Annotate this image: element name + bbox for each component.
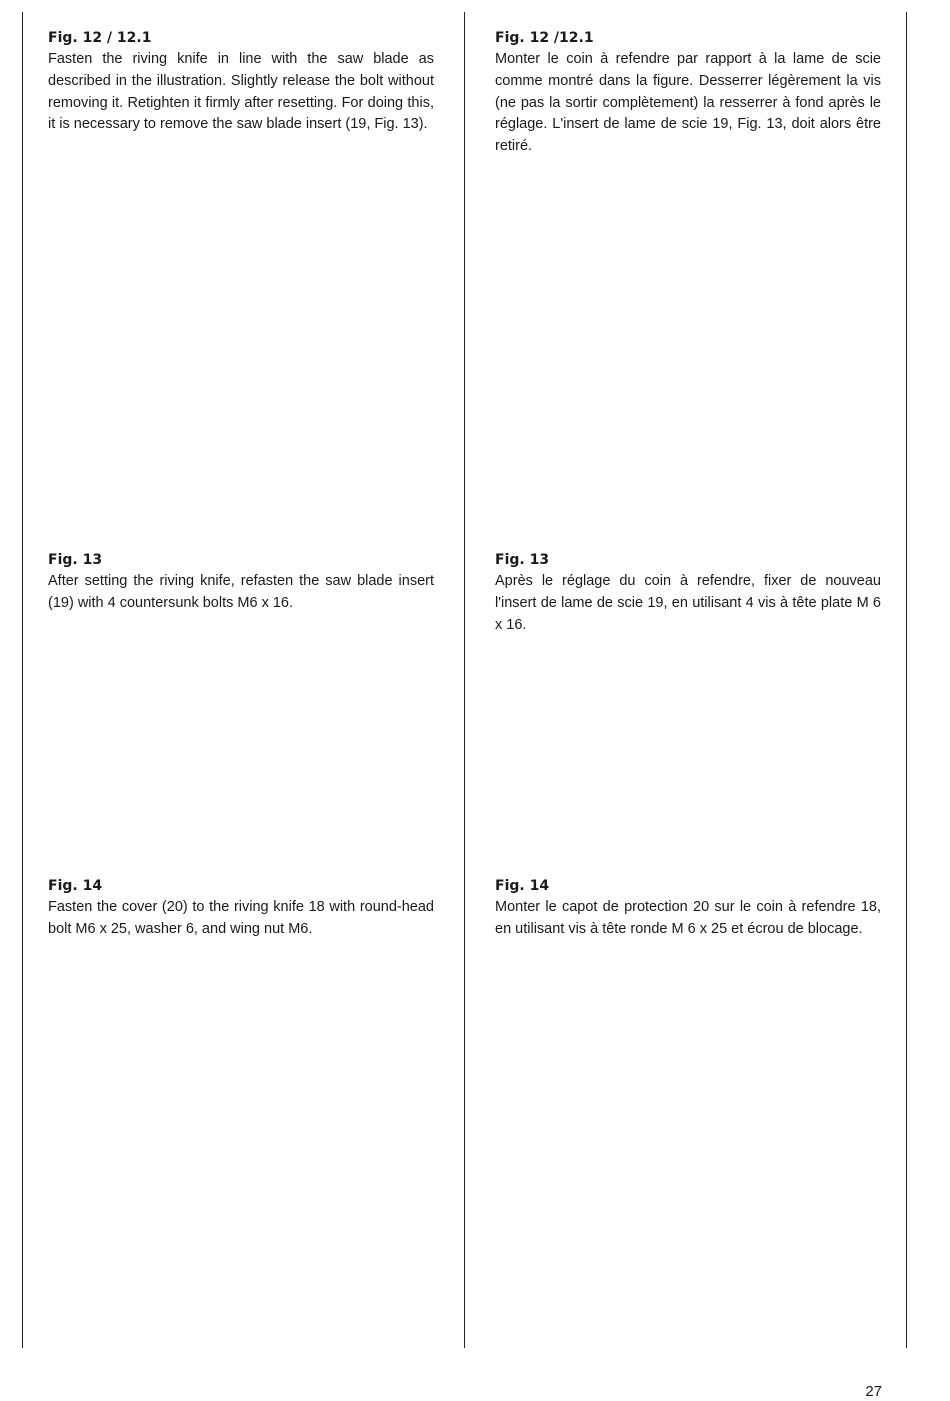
column-divider-rule (464, 12, 465, 1348)
left-border-rule (22, 12, 23, 1348)
fr-text-fig-13: Après le réglage du coin à refendre, fixer de nouveau l'insert de lame de scie 19, en utilisant 4 vis à tête plate M 6 x 16. (495, 573, 881, 633)
en-text-fig-14: Fasten the cover (20) to the riving knife 18 with round-head bolt M6 x 25, washer 6, and wing nut M6. (48, 899, 434, 937)
fr-text-fig-12: Monter le coin à refendre par rapport à la lame de scie comme montré dans la figure. Desserrer légèrement la vis (ne pas la sortir complètement) la resserrer à fond après le réglage. L'insert de lame de scie 19, Fig. 13, doit alors être retiré. (495, 51, 881, 155)
en-text-fig-12: Fasten the riving knife in line with the saw blade as described in the illustration. Slightly release the bolt without removing it. Retighten it firmly after resetting. For doing this, it is necessary to remove the saw blade insert (19, Fig. 13). (48, 51, 434, 133)
fr-section-fig-13 (495, 550, 881, 636)
fr-section-fig-14 (495, 876, 881, 941)
en-section-fig-13 (48, 550, 434, 615)
en-heading-fig-13: Fig. 13 (48, 552, 103, 568)
fr-text-fig-14: Monter le capot de protection 20 sur le coin à refendre 18, en utilisant vis à tête ronde M 6 x 25 et écrou de blocage. (495, 899, 881, 937)
en-text-fig-13: After setting the riving knife, refasten the saw blade insert (19) with 4 countersunk bolts M6 x 16. (48, 573, 434, 611)
en-section-fig-14 (48, 876, 434, 941)
right-border-rule (906, 12, 907, 1348)
page-number: 27 (865, 1383, 882, 1400)
fr-heading-fig-12: Fig. 12 /12.1 (495, 30, 594, 46)
en-section-fig-12 (48, 28, 434, 136)
fr-heading-fig-13: Fig. 13 (495, 552, 550, 568)
fr-heading-fig-14: Fig. 14 (495, 878, 550, 894)
en-heading-fig-14: Fig. 14 (48, 878, 103, 894)
en-heading-fig-12: Fig. 12 / 12.1 (48, 30, 152, 46)
fr-section-fig-12 (495, 28, 881, 158)
